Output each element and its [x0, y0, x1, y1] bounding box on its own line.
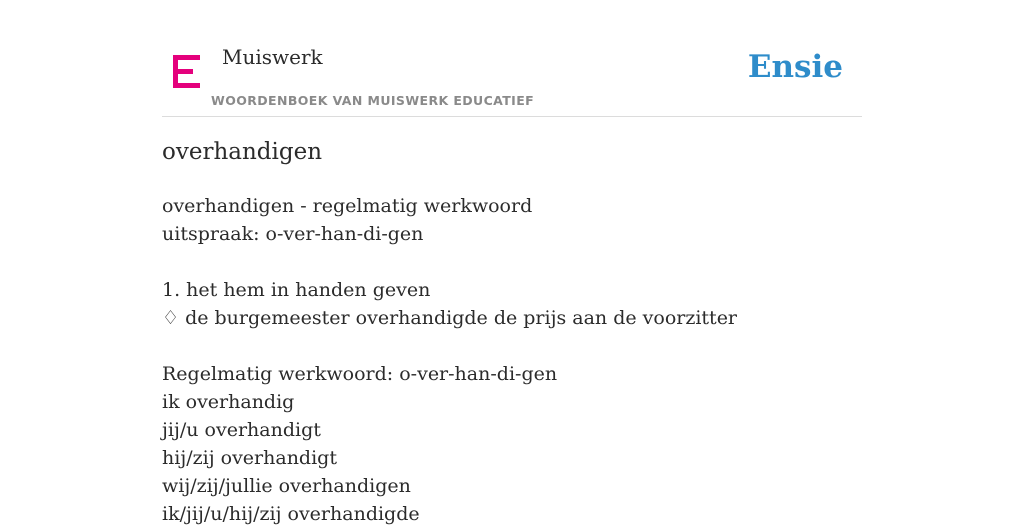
entry-line-example: ♢ de burgemeester overhandigde de prijs aan de voorzitter [162, 307, 738, 329]
entry-line-definition: 1. het hem in handen geven [162, 279, 431, 301]
entry-line-spacer [162, 332, 862, 360]
muiswerk-logo-icon[interactable] [173, 55, 200, 89]
logo-bar-bottom [173, 83, 200, 88]
brand-name-link[interactable]: Muiswerk [222, 45, 323, 69]
entry-line-conjugation: jij/u overhandigt [162, 419, 321, 441]
site-header [162, 0, 862, 117]
logo-bar-middle [173, 69, 193, 74]
ensie-logo-link[interactable]: Ensie [747, 49, 843, 85]
entry-line-conjugation-heading: Regelmatig werkwoord: o-ver-han-di-gen [162, 363, 558, 385]
dictionary-subtitle: WOORDENBOEK VAN MUISWERK EDUCATIEF [211, 93, 535, 108]
entry-line-word-class: overhandigen - regelmatig werkwoord [162, 195, 533, 217]
entry-line-spacer [162, 248, 862, 276]
entry-line-conjugation: ik overhandig [162, 391, 295, 413]
entry-line-conjugation: hij/zij overhandigt [162, 447, 337, 469]
entry-line-pronunciation: uitspraak: o-ver-han-di-gen [162, 223, 424, 245]
entry-line-conjugation: ik/jij/u/hij/zij overhandigde [162, 503, 420, 525]
logo-bar-top [173, 55, 200, 60]
entry-line-conjugation: wij/zij/jullie overhandigen [162, 475, 411, 497]
dictionary-entry [162, 192, 862, 528]
page-title: overhandigen [162, 139, 323, 165]
